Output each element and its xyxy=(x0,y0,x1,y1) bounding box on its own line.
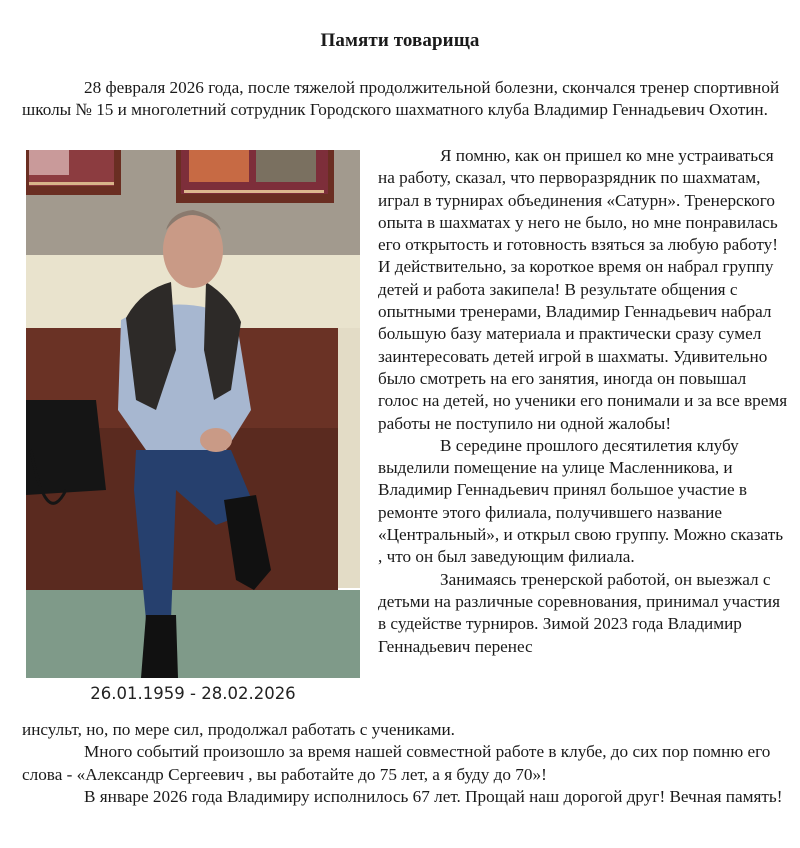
paragraph-coaching xyxy=(378,569,788,658)
portrait-photo xyxy=(26,150,360,678)
paragraph-branch xyxy=(378,435,788,569)
paragraph-memory xyxy=(378,145,788,435)
right-column-text xyxy=(378,145,788,658)
portrait-illustration xyxy=(26,150,360,678)
bottom-text xyxy=(22,719,792,808)
photo-caption-dates: 26.01.1959 - 28.02.2026 xyxy=(90,684,296,703)
paragraph-quote xyxy=(22,741,792,786)
paragraph-farewell xyxy=(22,786,792,808)
paragraph-text: В середине прошлого десятилетия клубу выделили помещение на улице Масленникова, и Владимир Геннадьевич принял большое участие в ремонте этого филиала, получившего название «Центральный», и открыл свою группу. Можно сказать , что он был заведующим филиала. xyxy=(378,435,784,567)
article-title: Памяти товарища xyxy=(320,30,480,51)
paragraph-text: В январе 2026 года Владимиру исполнилось 67 лет. Прощай наш дорогой друг! Вечная память! xyxy=(84,786,783,806)
floor xyxy=(26,590,360,678)
intro-paragraph xyxy=(22,77,792,122)
paragraph-text: Много событий произошло за время нашей совместной работе в клубе, до сих пор помню его слова - «Александр Сергеевич , вы работайте до 75 лет, а я буду до 70»! xyxy=(22,742,771,784)
paragraph-coaching-continued: инсульт, но, по мере сил, продолжал работать с учениками. xyxy=(22,720,455,739)
paragraph-text: Занимаясь тренерской работой, он выезжал с детьми на различные соревнования, принимал участия в судействе турниров. Зимой 2023 года Владимир Геннадьевич перенес xyxy=(378,569,780,656)
intro-text: 28 февраля 2026 года, после тяжелой продолжительной болезни, скончался тренер спортивной школы № 15 и многолетний сотрудник Городского шахматного клуба Владимир Геннадьевич Охотин. xyxy=(22,78,780,120)
paragraph-text: Я помню, как он пришел ко мне устраиваться на работу, сказал, что перворазрядник по шахматам, играл в турнирах объединения «Сатурн». Тренерского опыта в шахматах у него не было, но мне понравилась его открытость и готовность взяться за любую работу! И действительно, за короткое время он набрал группу детей и работа закипела! В результате общения с опытными тренерами, Владимир Геннадьевич набрал большую базу материала и практически сразу сумел заинтересовать детей игрой в шахматы. Удивительно было смотреть на его занятия, иногда он повышал голос на детей, но ученики его понимали и за все время работы не поступило ни одной жалобы! xyxy=(378,146,788,433)
